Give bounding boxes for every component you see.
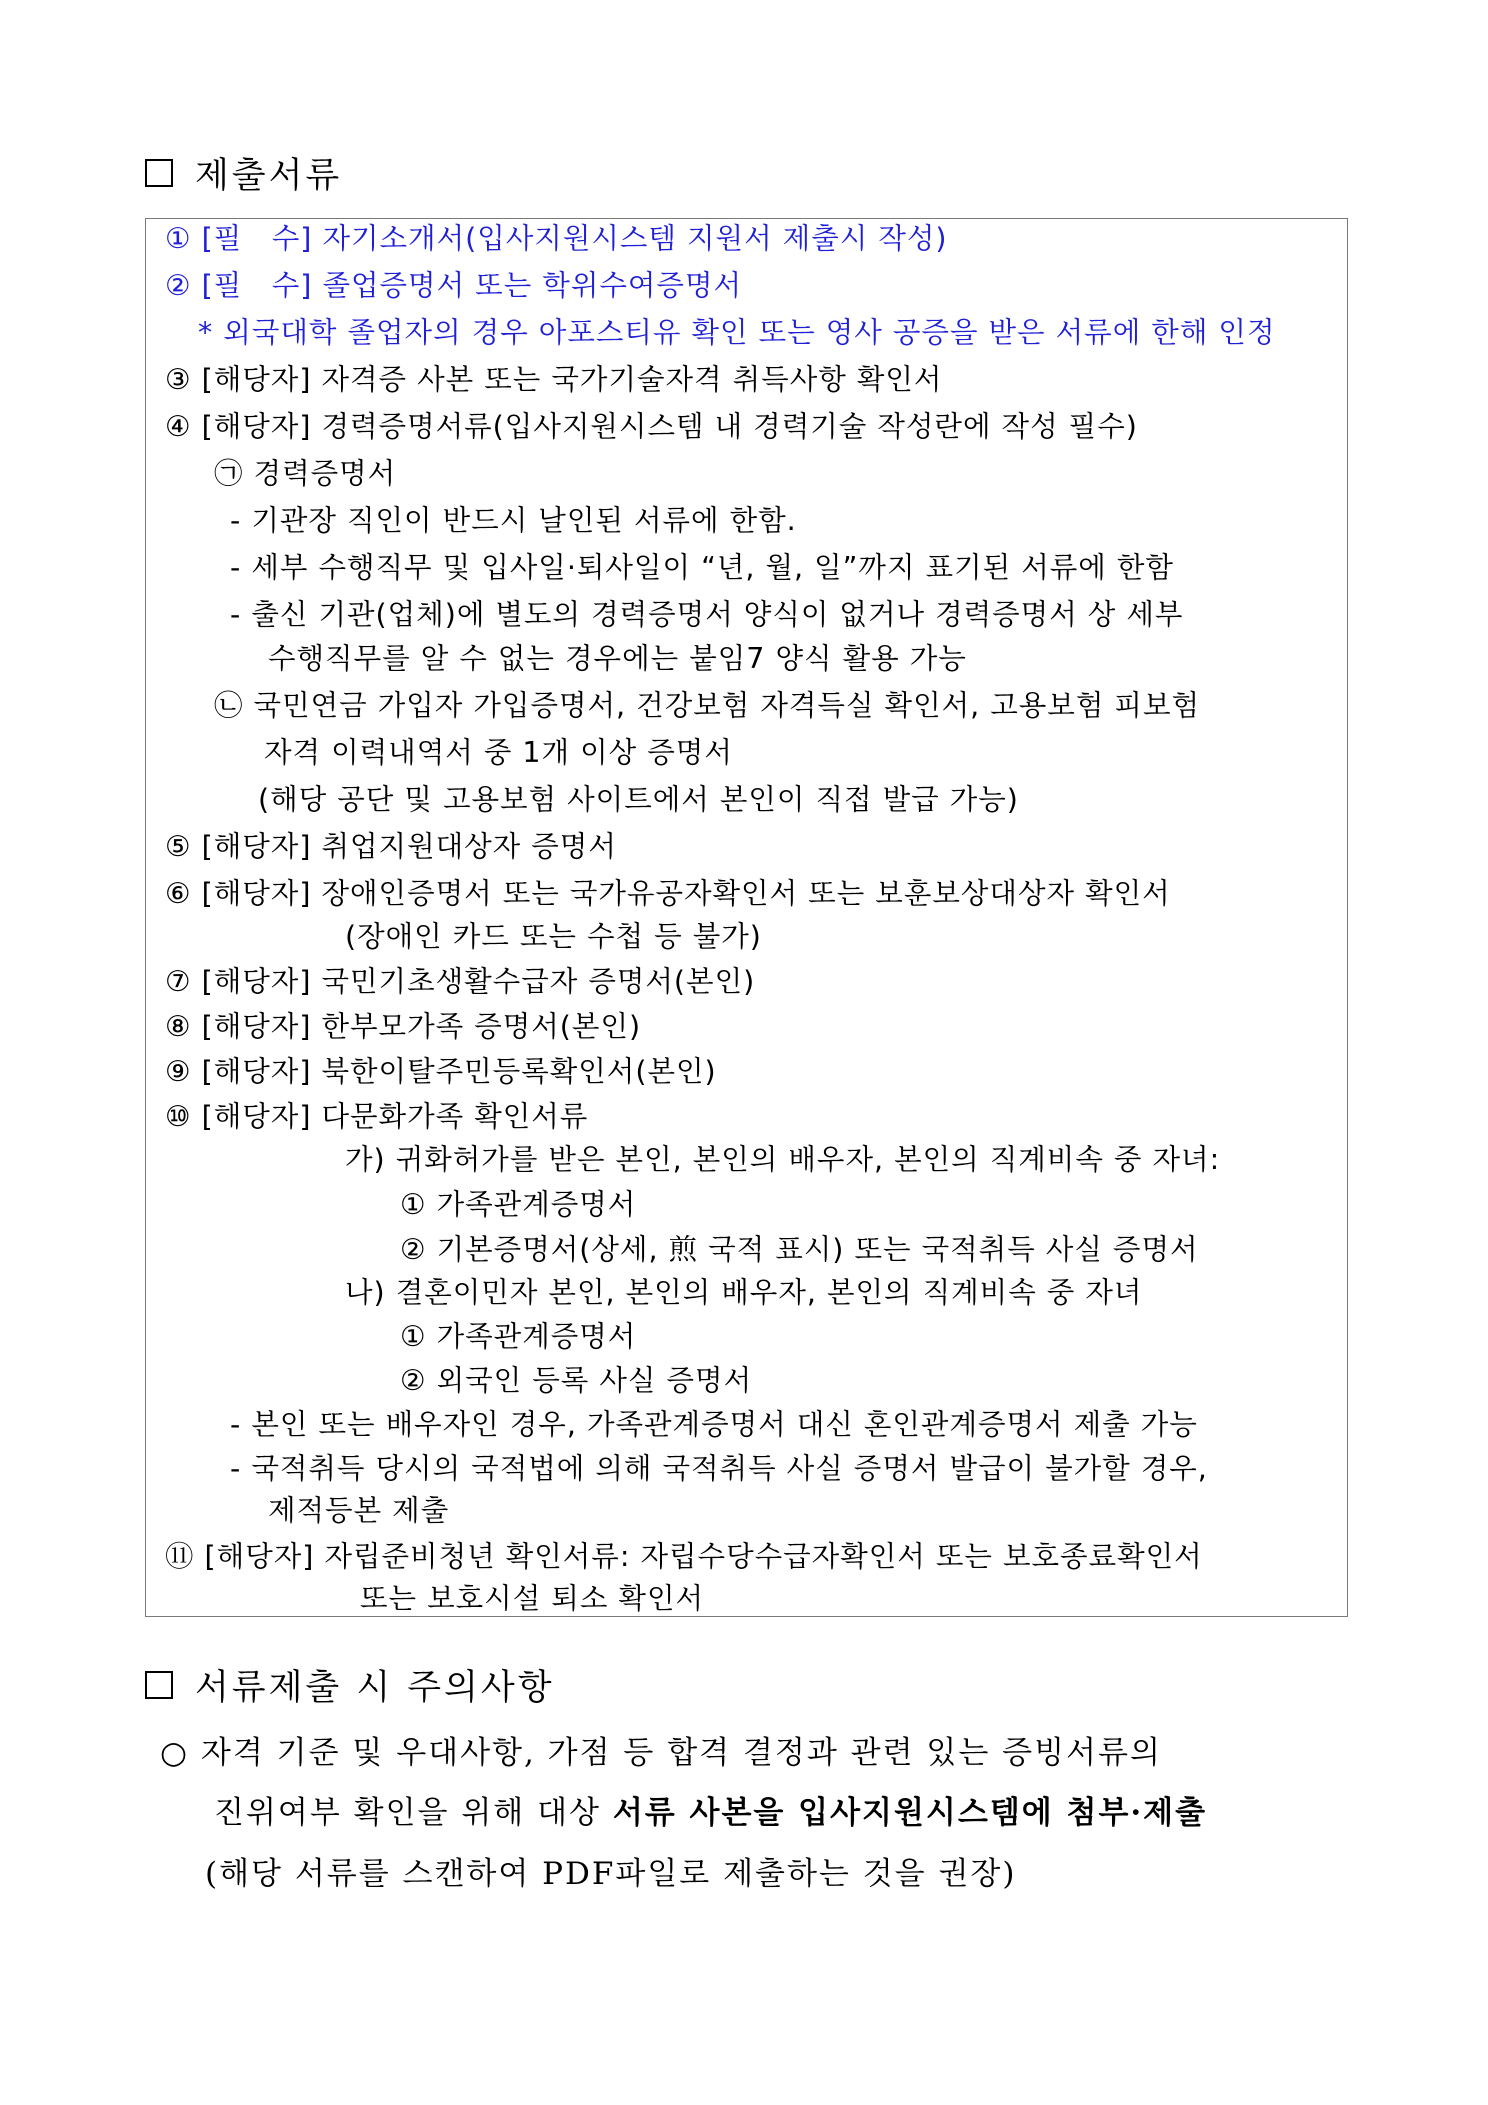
- list-item: ⑧ [해당자] 한부모가족 증명서(본인): [165, 1010, 642, 1043]
- caution-paragraph-line: ○ 자격 기준 및 우대사항, 가점 등 합격 결정과 관련 있는 증빙서류의: [160, 1735, 1162, 1771]
- list-subsubitem: ① 가족관계증명서: [400, 1320, 637, 1353]
- list-item: ⑨ [해당자] 북한이탈주민등록확인서(본인): [165, 1055, 717, 1088]
- list-item-continued: 또는 보호시설 퇴소 확인서: [360, 1582, 705, 1615]
- caution-emphasis: 서류 사본을 입사지원시스템에 첨부·제출: [612, 1795, 1208, 1831]
- checkbox-icon: [145, 1671, 173, 1699]
- caution-paragraph-line: [214, 1787, 1207, 1832]
- list-item: ③ [해당자] 자격증 사본 또는 국가기술자격 취득사항 확인서: [165, 363, 943, 396]
- list-note: * 외국대학 졸업자의 경우 아포스티유 확인 또는 영사 공증을 받은 서류에 한해 인정: [198, 316, 1276, 349]
- caution-text: 진위여부 확인을 위해 대상: [214, 1795, 613, 1831]
- section-title: 서류제출 시 주의사항: [195, 1668, 555, 1708]
- list-item: ① [필 수] 자기소개서(입사지원시스템 지원서 제출시 작성): [165, 222, 948, 255]
- list-note: - 기관장 직인이 반드시 날인된 서류에 한함.: [230, 504, 797, 537]
- checkbox-icon: [145, 159, 173, 187]
- list-subitem: ㉠ 경력증명서: [214, 457, 397, 490]
- list-item: ⑥ [해당자] 장애인증명서 또는 국가유공자확인서 또는 보훈보상대상자 확인서: [165, 877, 1171, 910]
- list-subitem: 나) 결혼이민자 본인, 본인의 배우자, 본인의 직계비속 중 자녀: [345, 1276, 1143, 1309]
- list-note: - 국적취득 당시의 국적법에 의해 국적취득 사실 증명서 발급이 불가할 경우,: [230, 1452, 1208, 1485]
- list-item: ⑤ [해당자] 취업지원대상자 증명서: [165, 830, 617, 863]
- list-item-continued: (장애인 카드 또는 수첩 등 불가): [345, 920, 762, 953]
- list-item: ⑩ [해당자] 다문화가족 확인서류: [165, 1100, 589, 1133]
- list-subsubitem: ② 외국인 등록 사실 증명서: [400, 1364, 753, 1397]
- list-note: - 본인 또는 배우자인 경우, 가족관계증명서 대신 혼인관계증명서 제출 가능: [230, 1408, 1198, 1441]
- list-item: ④ [해당자] 경력증명서류(입사지원시스템 내 경력기술 작성란에 작성 필수): [165, 410, 1138, 443]
- list-item: ② [필 수] 졸업증명서 또는 학위수여증명서: [165, 269, 743, 302]
- list-item: ⑦ [해당자] 국민기초생활수급자 증명서(본인): [165, 965, 756, 998]
- list-note: - 출신 기관(업체)에 별도의 경력증명서 양식이 없거나 경력증명서 상 세부: [230, 598, 1184, 631]
- list-note: - 세부 수행직무 및 입사일·퇴사일이 “년, 월, 일”까지 표기된 서류에 한함: [230, 551, 1174, 584]
- list-note-continued: 수행직무를 알 수 없는 경우에는 붙임7 양식 활용 가능: [268, 642, 967, 675]
- list-subitem-continued: (해당 공단 및 고용보험 사이트에서 본인이 직접 발급 가능): [258, 783, 1019, 816]
- list-note-continued: 제적등본 제출: [268, 1494, 450, 1527]
- section-heading-cautions: [145, 1660, 555, 1710]
- caution-paragraph-line: (해당 서류를 스캔하여 PDF파일로 제출하는 것을 권장): [205, 1856, 1017, 1892]
- list-subitem: ㉡ 국민연금 가입자 가입증명서, 건강보험 자격득실 확인서, 고용보험 피보험: [214, 689, 1201, 722]
- list-subitem-continued: 자격 이력내역서 중 1개 이상 증명서: [264, 736, 733, 769]
- list-item: ⑪ [해당자] 자립준비청년 확인서류: 자립수당수급자확인서 또는 보호종료확인서: [165, 1540, 1203, 1573]
- section-title: 제출서류: [195, 156, 343, 196]
- list-subsubitem: ② 기본증명서(상세, 煎 국적 표시) 또는 국적취득 사실 증명서: [400, 1233, 1199, 1266]
- list-subitem: 가) 귀화허가를 받은 본인, 본인의 배우자, 본인의 직계비속 중 자녀:: [345, 1143, 1221, 1176]
- list-subsubitem: ① 가족관계증명서: [400, 1188, 637, 1221]
- section-heading-documents: [145, 148, 342, 198]
